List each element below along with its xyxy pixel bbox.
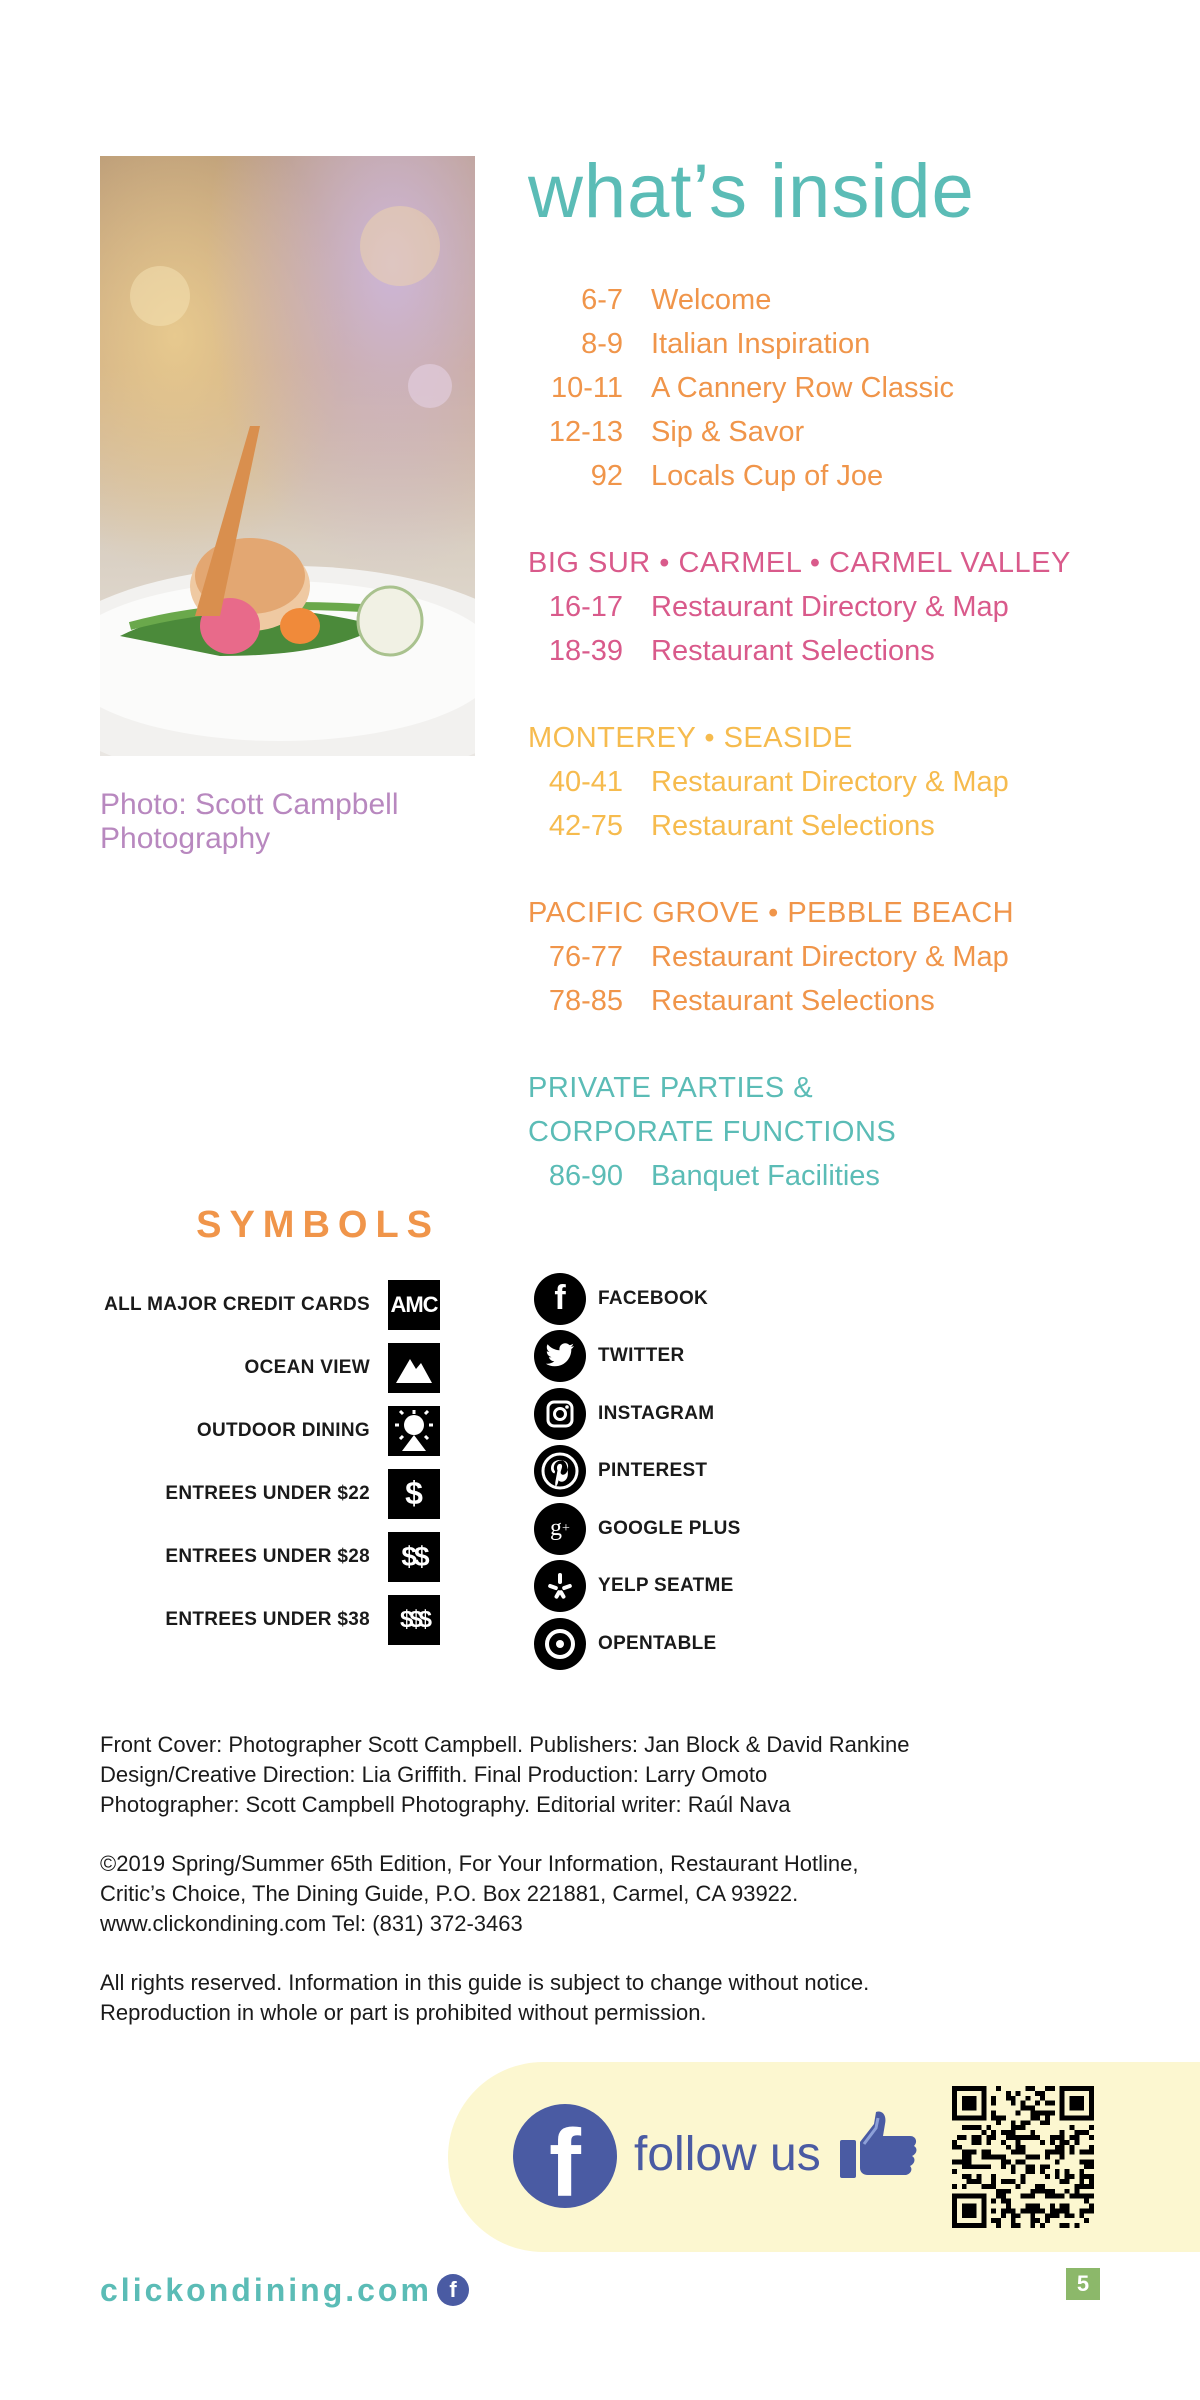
credits-line: Front Cover: Photographer Scott Campbell. Publishers: Jan Block & David Rankine (100, 1732, 910, 1757)
ocean-view-icon (388, 1343, 440, 1393)
symbol-row (60, 1525, 440, 1588)
toc-intro-section (528, 278, 1188, 498)
toc-label: Welcome (651, 284, 772, 316)
toc-label: Restaurant Directory & Map (651, 591, 1009, 623)
outdoor-dining-icon (388, 1406, 440, 1456)
toc-section-heading: BIG SUR • CARMEL • CARMEL VALLEY (528, 547, 1071, 579)
social-row (534, 1443, 834, 1501)
toc-row (528, 454, 1188, 498)
opentable-icon (534, 1618, 586, 1670)
qr-code[interactable] (952, 2086, 1094, 2233)
social-label: GOOGLE PLUS (598, 1517, 741, 1539)
social-label: OPENTABLE (598, 1632, 717, 1654)
social-label: FACEBOOK (598, 1287, 709, 1309)
toc-label: Restaurant Selections (651, 635, 935, 667)
credits-block (100, 1730, 1120, 2057)
credits-line: Photographer: Scott Campbell Photography. Editorial writer: Raúl Nava (100, 1792, 791, 1817)
toc-monterey-section (528, 716, 1188, 848)
copyright-paragraph (100, 1849, 1120, 1939)
page-number: 5 (1066, 2268, 1100, 2300)
toc-pages: 76-77 (548, 941, 623, 973)
toc-label: Restaurant Selections (651, 985, 935, 1017)
toc-row (528, 322, 1188, 366)
social-label: YELP SEATME (598, 1575, 734, 1597)
credits-line: Critic’s Choice, The Dining Guide, P.O. Box 221881, Carmel, CA 93922. (100, 1881, 799, 1906)
qr-code-graphic (952, 2086, 1094, 2228)
toc-pacific-grove-section (528, 891, 1188, 1023)
credits-line: ©2019 Spring/Summer 65th Edition, For Your Information, Restaurant Hotline, (100, 1851, 859, 1876)
credit-cards-icon: AMC (388, 1280, 440, 1330)
symbol-row (60, 1462, 440, 1525)
symbol-label: ENTREES UNDER $22 (165, 1482, 370, 1504)
three-dollar-icon: $$$ (388, 1595, 440, 1645)
qr-modules (952, 2086, 1094, 2228)
symbol-row (60, 1336, 440, 1399)
toc-label: Restaurant Directory & Map (651, 766, 1009, 798)
yelp-icon (534, 1560, 586, 1612)
toc-private-section (528, 1066, 1188, 1198)
symbol-label: OCEAN VIEW (244, 1356, 370, 1378)
toc-label: A Cannery Row Classic (651, 372, 954, 404)
social-row (534, 1558, 834, 1616)
facebook-icon: f (534, 1273, 586, 1325)
symbol-label: OUTDOOR DINING (196, 1419, 370, 1441)
photo-caption: Photo: Scott Campbell Photography (100, 788, 399, 855)
symbols-heading: SYMBOLS (196, 1204, 440, 1246)
toc-pages: 78-85 (548, 985, 623, 1017)
social-label: TWITTER (598, 1345, 685, 1367)
social-label: PINTEREST (598, 1460, 708, 1482)
food-photo-illustration (100, 156, 475, 756)
symbol-row (60, 1399, 440, 1462)
page-title: what’s inside (528, 149, 975, 234)
toc-row (528, 1154, 1188, 1198)
toc-pages: 40-41 (548, 766, 623, 798)
credits-line: Reproduction in whole or part is prohibited without permission. (100, 2000, 707, 2025)
toc-row (528, 935, 1188, 979)
google-plus-icon: g + (534, 1503, 586, 1555)
toc-label: Banquet Facilities (651, 1160, 880, 1192)
toc-label: Restaurant Directory & Map (651, 941, 1009, 973)
toc-big-sur-section (528, 541, 1188, 673)
symbol-label: ENTREES UNDER $28 (165, 1545, 370, 1567)
rights-paragraph (100, 1968, 1120, 2028)
toc-label: Locals Cup of Joe (651, 460, 884, 492)
social-row (534, 1328, 834, 1386)
toc-pages: 10-11 (550, 372, 623, 404)
symbol-row (60, 1588, 440, 1651)
toc-row (528, 366, 1188, 410)
toc-pages: 92 (590, 460, 623, 492)
food-photo (100, 156, 475, 756)
table-of-contents (528, 278, 1188, 1241)
toc-section-heading: PRIVATE PARTIES & (528, 1072, 814, 1104)
toc-row (528, 760, 1188, 804)
follow-us-text[interactable]: follow us (634, 2128, 821, 2181)
symbols-list (60, 1273, 440, 1651)
toc-row (528, 585, 1188, 629)
website-link[interactable]: clickondining.com (100, 2272, 432, 2308)
toc-section-heading: PACIFIC GROVE • PEBBLE BEACH (528, 897, 1015, 929)
pinterest-icon (534, 1445, 586, 1497)
toc-row (528, 278, 1188, 322)
toc-pages: 8-9 (581, 328, 623, 360)
toc-label: Italian Inspiration (651, 328, 871, 360)
credits-paragraph (100, 1730, 1120, 1820)
facebook-letter: f (449, 2277, 457, 2302)
instagram-icon (534, 1388, 586, 1440)
toc-section-heading: MONTEREY • SEASIDE (528, 722, 853, 754)
thumbs-up-icon (838, 2110, 918, 2187)
credits-line: www.clickondining.com Tel: (831) 372-3463 (100, 1911, 523, 1936)
credits-line: All rights reserved. Information in this guide is subject to change without notice. (100, 1970, 870, 1995)
toc-pages: 42-75 (548, 810, 623, 842)
toc-row (528, 979, 1188, 1023)
social-row (534, 1385, 834, 1443)
toc-row (528, 410, 1188, 454)
facebook-icon[interactable] (437, 2274, 469, 2306)
social-label: INSTAGRAM (598, 1402, 715, 1424)
facebook-letter: f (549, 2110, 581, 2208)
toc-label: Sip & Savor (651, 416, 805, 448)
symbol-label: ALL MAJOR CREDIT CARDS (104, 1293, 370, 1315)
toc-label: Restaurant Selections (651, 810, 935, 842)
toc-row (528, 629, 1188, 673)
social-row (534, 1270, 834, 1328)
toc-pages: 16-17 (548, 591, 623, 623)
symbol-label: ENTREES UNDER $38 (165, 1608, 370, 1630)
toc-section-heading: CORPORATE FUNCTIONS (528, 1116, 897, 1148)
social-row (534, 1615, 834, 1673)
dollar-icon: $ (388, 1469, 440, 1519)
social-row (534, 1500, 834, 1558)
credits-line: Design/Creative Direction: Lia Griffith. Final Production: Larry Omoto (100, 1762, 768, 1787)
symbol-row (60, 1273, 440, 1336)
toc-row (528, 804, 1188, 848)
toc-pages: 12-13 (548, 416, 623, 448)
two-dollar-icon: $$ (388, 1532, 440, 1582)
social-list (534, 1270, 834, 1673)
toc-pages: 18-39 (548, 635, 623, 667)
facebook-icon[interactable] (513, 2104, 617, 2208)
toc-pages: 86-90 (548, 1160, 623, 1192)
twitter-icon (534, 1330, 586, 1382)
toc-pages: 6-7 (581, 284, 623, 316)
